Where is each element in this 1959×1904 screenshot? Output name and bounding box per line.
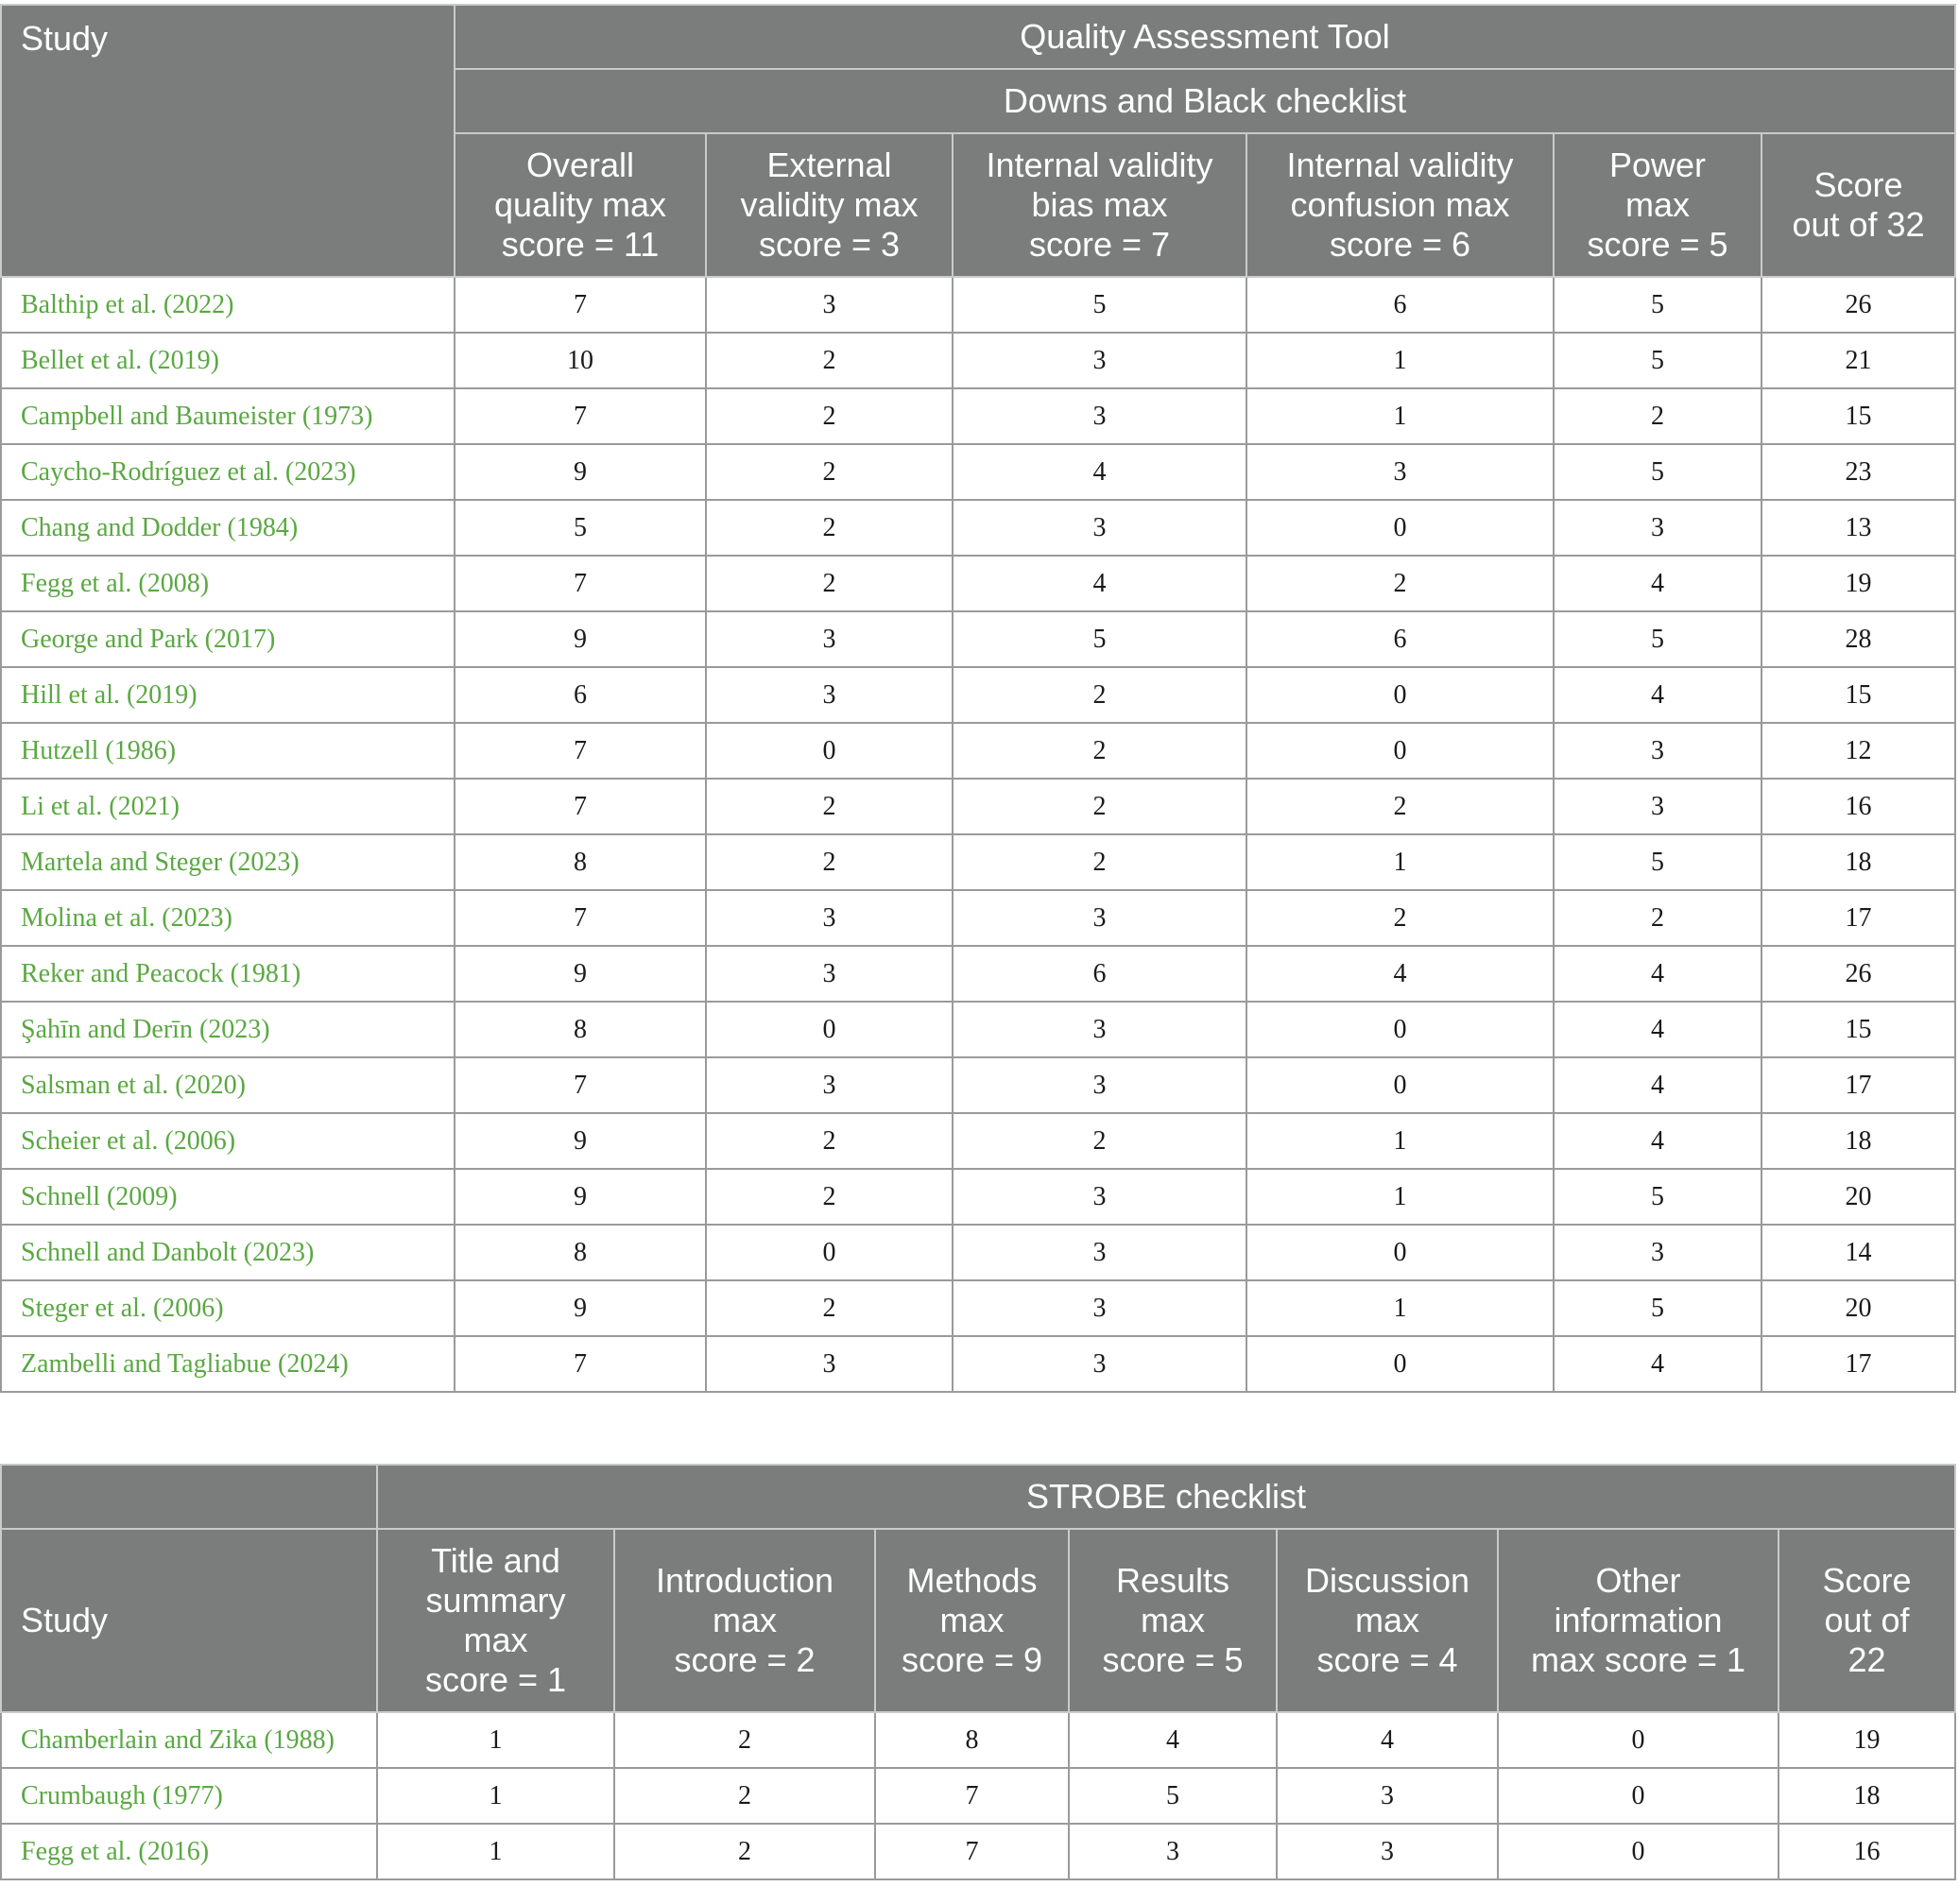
column-header xyxy=(614,1529,875,1712)
study-link[interactable]: Caycho-Rodríguez et al. (2023) xyxy=(1,444,455,500)
score-cell: 5 xyxy=(1554,834,1761,890)
score-cell: 2 xyxy=(1246,890,1554,946)
score-cell: 16 xyxy=(1779,1824,1955,1879)
column-header xyxy=(1779,1529,1955,1712)
score-cell: 5 xyxy=(1554,277,1761,333)
column-header-line: score = 11 xyxy=(501,225,660,264)
column-header-line: score = 1 xyxy=(424,1660,567,1699)
score-cell: 3 xyxy=(706,611,953,667)
score-cell: 21 xyxy=(1761,333,1955,388)
study-link[interactable]: Hill et al. (2019) xyxy=(1,667,455,723)
score-cell: 2 xyxy=(614,1824,875,1879)
column-header xyxy=(455,133,706,277)
column-header-line: out of 32 xyxy=(1792,205,1925,244)
study-link[interactable]: Schnell and Danbolt (2023) xyxy=(1,1225,455,1280)
score-cell: 0 xyxy=(706,1225,953,1280)
score-cell: 14 xyxy=(1761,1225,1955,1280)
column-header-line: max xyxy=(712,1601,777,1639)
study-link[interactable]: Molina et al. (2023) xyxy=(1,890,455,946)
score-cell: 6 xyxy=(455,667,706,723)
score-cell: 1 xyxy=(1246,1169,1554,1225)
column-header-line: summary xyxy=(425,1581,566,1620)
score-cell: 7 xyxy=(455,1336,706,1392)
table-row xyxy=(1,333,1955,388)
score-cell: 18 xyxy=(1779,1768,1955,1824)
score-cell: 8 xyxy=(875,1712,1069,1768)
score-cell: 28 xyxy=(1761,611,1955,667)
column-header-line: information xyxy=(1554,1601,1723,1639)
score-cell: 4 xyxy=(1554,1002,1761,1057)
score-cell: 5 xyxy=(953,611,1246,667)
column-header-line: Score xyxy=(1822,1561,1912,1600)
score-cell: 1 xyxy=(377,1768,614,1824)
score-cell: 3 xyxy=(953,1280,1246,1336)
column-header-line: score = 2 xyxy=(674,1640,816,1679)
table-row xyxy=(1,388,1955,444)
score-cell: 2 xyxy=(953,723,1246,779)
study-link[interactable]: Bellet et al. (2019) xyxy=(1,333,455,388)
score-cell: 1 xyxy=(1246,1280,1554,1336)
table-row xyxy=(1,890,1955,946)
score-cell: 3 xyxy=(953,890,1246,946)
score-cell: 7 xyxy=(455,890,706,946)
column-header-line: score = 5 xyxy=(1587,225,1728,264)
score-cell: 2 xyxy=(614,1768,875,1824)
score-cell: 3 xyxy=(706,946,953,1002)
study-link[interactable]: Scheier et al. (2006) xyxy=(1,1113,455,1169)
column-header-line: Score xyxy=(1813,165,1903,204)
score-cell: 26 xyxy=(1761,946,1955,1002)
column-header xyxy=(875,1529,1069,1712)
score-cell: 15 xyxy=(1761,667,1955,723)
column-header-line: out of xyxy=(1824,1601,1910,1639)
score-cell: 3 xyxy=(1069,1824,1277,1879)
study-link[interactable]: Campbell and Baumeister (1973) xyxy=(1,388,455,444)
column-header-line: Introduction xyxy=(655,1561,834,1600)
score-cell: 9 xyxy=(455,1169,706,1225)
table-row xyxy=(1,1113,1955,1169)
score-cell: 1 xyxy=(377,1712,614,1768)
score-cell: 2 xyxy=(706,1169,953,1225)
column-header-line: bias max xyxy=(1031,185,1168,224)
score-cell: 2 xyxy=(706,444,953,500)
score-cell: 3 xyxy=(1554,779,1761,834)
column-header xyxy=(377,1529,614,1712)
table-row xyxy=(1,723,1955,779)
column-header-line: score = 3 xyxy=(758,225,901,264)
column-header-line: Overall xyxy=(525,146,635,184)
table-row xyxy=(1,556,1955,611)
quality-assessment-tool-header: Quality Assessment Tool xyxy=(455,5,1955,69)
column-header xyxy=(1554,133,1761,277)
downs-black-checklist-header: Downs and Black checklist xyxy=(455,69,1955,133)
score-cell: 3 xyxy=(953,333,1246,388)
score-cell: 1 xyxy=(1246,388,1554,444)
score-cell: 0 xyxy=(1246,1002,1554,1057)
score-cell: 3 xyxy=(1277,1824,1498,1879)
column-header-line: quality max xyxy=(493,185,667,224)
score-cell: 18 xyxy=(1761,1113,1955,1169)
score-cell: 4 xyxy=(1277,1712,1498,1768)
score-cell: 3 xyxy=(953,1336,1246,1392)
score-cell: 5 xyxy=(1554,611,1761,667)
study-link[interactable]: Chamberlain and Zika (1988) xyxy=(1,1712,377,1768)
score-cell: 2 xyxy=(706,779,953,834)
column-header-line: Title and xyxy=(431,1541,560,1580)
score-cell: 2 xyxy=(953,834,1246,890)
table-row xyxy=(1,1280,1955,1336)
table-row xyxy=(1,1336,1955,1392)
column-header-line: max xyxy=(463,1621,528,1659)
table-row xyxy=(1,1768,1955,1824)
study-link[interactable]: Zambelli and Tagliabue (2024) xyxy=(1,1336,455,1392)
score-cell: 2 xyxy=(614,1712,875,1768)
score-cell: 6 xyxy=(1246,277,1554,333)
score-cell: 7 xyxy=(455,277,706,333)
score-cell: 3 xyxy=(706,1336,953,1392)
score-cell: 4 xyxy=(1069,1712,1277,1768)
score-cell: 2 xyxy=(706,556,953,611)
column-header xyxy=(706,133,953,277)
study-link[interactable]: George and Park (2017) xyxy=(1,611,455,667)
score-cell: 3 xyxy=(953,388,1246,444)
score-cell: 4 xyxy=(1554,1113,1761,1169)
table-row xyxy=(1,667,1955,723)
score-cell: 13 xyxy=(1761,500,1955,556)
table-row xyxy=(1,277,1955,333)
score-cell: 7 xyxy=(455,779,706,834)
score-cell: 0 xyxy=(1246,1225,1554,1280)
score-cell: 0 xyxy=(1246,723,1554,779)
score-cell: 0 xyxy=(1498,1712,1779,1768)
column-header xyxy=(953,133,1246,277)
score-cell: 7 xyxy=(875,1824,1069,1879)
score-cell: 5 xyxy=(455,500,706,556)
score-cell: 2 xyxy=(706,834,953,890)
score-cell: 3 xyxy=(1246,444,1554,500)
score-cell: 2 xyxy=(706,1113,953,1169)
strobe-header-corner xyxy=(1,1465,377,1529)
score-cell: 3 xyxy=(953,1057,1246,1113)
score-cell: 8 xyxy=(455,1225,706,1280)
score-cell: 3 xyxy=(1554,1225,1761,1280)
score-cell: 9 xyxy=(455,1113,706,1169)
column-header-line: max xyxy=(1624,185,1690,224)
score-cell: 4 xyxy=(1554,1336,1761,1392)
column-header-line: Results xyxy=(1115,1561,1230,1600)
column-header-line: confusion max xyxy=(1290,185,1510,224)
score-cell: 4 xyxy=(1246,946,1554,1002)
column-header-line: max xyxy=(939,1601,1005,1639)
score-cell: 19 xyxy=(1779,1712,1955,1768)
score-cell: 16 xyxy=(1761,779,1955,834)
table-row xyxy=(1,1057,1955,1113)
column-header-line: Discussion xyxy=(1304,1561,1470,1600)
column-header-line: Other xyxy=(1595,1561,1681,1600)
column-header-line: max xyxy=(1140,1601,1205,1639)
score-cell: 19 xyxy=(1761,556,1955,611)
score-cell: 0 xyxy=(1498,1824,1779,1879)
score-cell: 3 xyxy=(706,667,953,723)
column-header xyxy=(1246,133,1554,277)
column-header-line: validity max xyxy=(740,185,919,224)
score-cell: 7 xyxy=(875,1768,1069,1824)
score-cell: 0 xyxy=(706,1002,953,1057)
score-cell: 9 xyxy=(455,946,706,1002)
table-row xyxy=(1,611,1955,667)
table-row xyxy=(1,1712,1955,1768)
table-row xyxy=(1,1225,1955,1280)
score-cell: 1 xyxy=(1246,834,1554,890)
score-cell: 0 xyxy=(1498,1768,1779,1824)
score-cell: 7 xyxy=(455,556,706,611)
table-row xyxy=(1,500,1955,556)
score-cell: 4 xyxy=(1554,1057,1761,1113)
score-cell: 2 xyxy=(953,779,1246,834)
strobe-table xyxy=(0,1464,1956,1880)
score-cell: 2 xyxy=(953,1113,1246,1169)
column-header-line: max score = 1 xyxy=(1530,1640,1746,1679)
study-link[interactable]: Reker and Peacock (1981) xyxy=(1,946,455,1002)
column-header-line: max xyxy=(1354,1601,1419,1639)
table-row xyxy=(1,946,1955,1002)
score-cell: 2 xyxy=(953,667,1246,723)
column-header xyxy=(1761,133,1955,277)
score-cell: 3 xyxy=(953,500,1246,556)
score-cell: 1 xyxy=(1246,1113,1554,1169)
score-cell: 12 xyxy=(1761,723,1955,779)
strobe-checklist-header: STROBE checklist xyxy=(377,1465,1955,1529)
score-cell: 9 xyxy=(455,444,706,500)
score-cell: 26 xyxy=(1761,277,1955,333)
column-header-line: score = 4 xyxy=(1316,1640,1458,1679)
score-cell: 2 xyxy=(1554,388,1761,444)
study-link[interactable]: Crumbaugh (1977) xyxy=(1,1768,377,1824)
table-row xyxy=(1,1169,1955,1225)
column-header-line: External xyxy=(766,146,892,184)
score-cell: 3 xyxy=(1554,500,1761,556)
score-cell: 17 xyxy=(1761,1057,1955,1113)
table-row xyxy=(1,779,1955,834)
score-cell: 4 xyxy=(1554,667,1761,723)
column-header-line: score = 7 xyxy=(1028,225,1171,264)
score-cell: 3 xyxy=(1554,723,1761,779)
score-cell: 5 xyxy=(1554,1169,1761,1225)
score-cell: 3 xyxy=(953,1002,1246,1057)
score-cell: 0 xyxy=(706,723,953,779)
table-row xyxy=(1,444,1955,500)
score-cell: 3 xyxy=(706,277,953,333)
score-cell: 2 xyxy=(1246,779,1554,834)
score-cell: 1 xyxy=(377,1824,614,1879)
score-cell: 2 xyxy=(706,500,953,556)
column-header-line: Methods xyxy=(906,1561,1038,1600)
score-cell: 10 xyxy=(455,333,706,388)
table-row xyxy=(1,1002,1955,1057)
score-cell: 4 xyxy=(953,556,1246,611)
score-cell: 5 xyxy=(1554,333,1761,388)
score-cell: 17 xyxy=(1761,1336,1955,1392)
study-link[interactable]: Martela and Steger (2023) xyxy=(1,834,455,890)
score-cell: 3 xyxy=(1277,1768,1498,1824)
score-cell: 7 xyxy=(455,1057,706,1113)
column-header-line: score = 5 xyxy=(1102,1640,1244,1679)
column-header-line: score = 9 xyxy=(901,1640,1043,1679)
column-header-line: score = 6 xyxy=(1329,225,1471,264)
score-cell: 0 xyxy=(1246,500,1554,556)
score-cell: 2 xyxy=(706,333,953,388)
score-cell: 5 xyxy=(1554,444,1761,500)
score-cell: 5 xyxy=(1069,1768,1277,1824)
score-cell: 4 xyxy=(1554,946,1761,1002)
table-row xyxy=(1,834,1955,890)
score-cell: 7 xyxy=(455,388,706,444)
study-link[interactable]: Salsman et al. (2020) xyxy=(1,1057,455,1113)
study-link[interactable]: Fegg et al. (2016) xyxy=(1,1824,377,1879)
score-cell: 23 xyxy=(1761,444,1955,500)
score-cell: 5 xyxy=(953,277,1246,333)
score-cell: 2 xyxy=(1554,890,1761,946)
score-cell: 17 xyxy=(1761,890,1955,946)
study-link[interactable]: Fegg et al. (2008) xyxy=(1,556,455,611)
study-link[interactable]: Steger et al. (2006) xyxy=(1,1280,455,1336)
column-header-line: Internal validity xyxy=(986,146,1213,184)
score-cell: 0 xyxy=(1246,667,1554,723)
score-cell: 0 xyxy=(1246,1057,1554,1113)
score-cell: 15 xyxy=(1761,388,1955,444)
score-cell: 5 xyxy=(1554,1280,1761,1336)
score-cell: 9 xyxy=(455,611,706,667)
score-cell: 3 xyxy=(706,890,953,946)
score-cell: 20 xyxy=(1761,1280,1955,1336)
score-cell: 6 xyxy=(953,946,1246,1002)
score-cell: 20 xyxy=(1761,1169,1955,1225)
column-header-line: Power xyxy=(1608,146,1707,184)
score-cell: 0 xyxy=(1246,1336,1554,1392)
score-cell: 7 xyxy=(455,723,706,779)
study-link[interactable]: Chang and Dodder (1984) xyxy=(1,500,455,556)
score-cell: 4 xyxy=(1554,556,1761,611)
table-row xyxy=(1,1824,1955,1879)
score-cell: 9 xyxy=(455,1280,706,1336)
study-column-header: Study xyxy=(1,5,455,277)
score-cell: 8 xyxy=(455,1002,706,1057)
score-cell: 3 xyxy=(953,1169,1246,1225)
score-cell: 3 xyxy=(706,1057,953,1113)
score-cell: 3 xyxy=(953,1225,1246,1280)
column-header xyxy=(1498,1529,1779,1712)
column-header xyxy=(1069,1529,1277,1712)
study-link[interactable]: Hutzell (1986) xyxy=(1,723,455,779)
column-header xyxy=(1277,1529,1498,1712)
score-cell: 8 xyxy=(455,834,706,890)
column-header-line: 22 xyxy=(1847,1640,1886,1679)
score-cell: 2 xyxy=(706,1280,953,1336)
score-cell: 2 xyxy=(1246,556,1554,611)
downs-black-table xyxy=(0,4,1956,1393)
score-cell: 6 xyxy=(1246,611,1554,667)
study-link[interactable]: Balthip et al. (2022) xyxy=(1,277,455,333)
study-link[interactable]: Şahīn and Derīn (2023) xyxy=(1,1002,455,1057)
score-cell: 1 xyxy=(1246,333,1554,388)
score-cell: 15 xyxy=(1761,1002,1955,1057)
score-cell: 2 xyxy=(706,388,953,444)
study-link[interactable]: Schnell (2009) xyxy=(1,1169,455,1225)
score-cell: 4 xyxy=(953,444,1246,500)
column-header-line: Internal validity xyxy=(1286,146,1514,184)
score-cell: 18 xyxy=(1761,834,1955,890)
study-link[interactable]: Li et al. (2021) xyxy=(1,779,455,834)
study-column-header: Study xyxy=(1,1529,377,1712)
